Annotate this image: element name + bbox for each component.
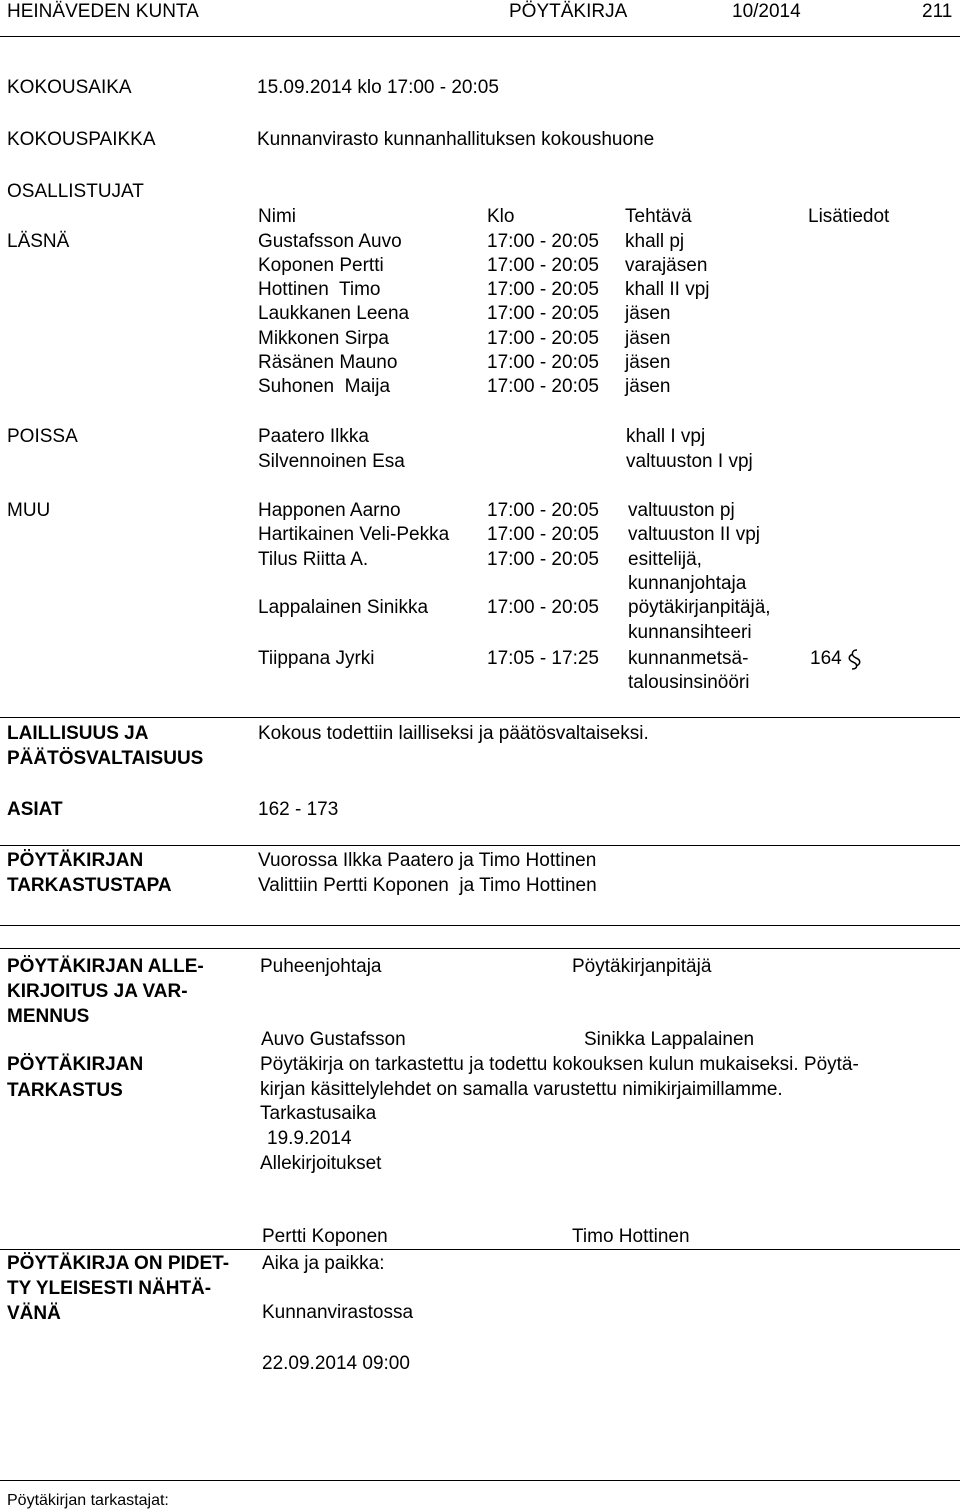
signatures-label-continued: MENNUS	[7, 1006, 90, 1027]
column-time: Klo	[487, 206, 515, 227]
review-method-line: Valittiin Pertti Koponen ja Timo Hottinen	[258, 875, 597, 896]
review-text-line: kirjan käsittelylehdet on samalla varustettu nimikirjaimillamme.	[260, 1079, 783, 1100]
header-municipality: HEINÄVEDEN KUNTA	[7, 1, 199, 22]
public-label-continued: TY YLEISESTI NÄHTÄ-	[7, 1278, 212, 1299]
participant-role: khall II vpj	[625, 279, 710, 300]
items-value: 162 - 173	[258, 799, 339, 820]
participant-name: Hottinen Timo	[258, 279, 381, 300]
header-divider	[0, 36, 960, 37]
meeting-place-value: Kunnanvirasto kunnanhallituksen kokoushuone	[257, 129, 655, 150]
meeting-time-value: 15.09.2014 klo 17:00 - 20:05	[257, 77, 499, 98]
participant-time: 17:05 - 17:25	[487, 648, 599, 669]
legality-label-continued: PÄÄTÖSVALTAISUUS	[7, 748, 204, 769]
absent-label: POISSA	[7, 426, 78, 447]
participant-name: Suhonen Maija	[258, 376, 391, 397]
section-divider	[0, 925, 960, 926]
participant-name: Tiippana Jyrki	[258, 648, 375, 669]
participant-time: 17:00 - 20:05	[487, 303, 599, 324]
participant-role: jäsen	[625, 328, 671, 349]
review-signatures-label: Allekirjoitukset	[260, 1153, 382, 1174]
participant-role: valtuuston pj	[628, 500, 735, 521]
signatures-label: PÖYTÄKIRJAN ALLE-	[7, 956, 204, 977]
participant-time: 17:00 - 20:05	[487, 549, 599, 570]
participant-time: 17:00 - 20:05	[487, 376, 599, 397]
participant-name: Mikkonen Sirpa	[258, 328, 389, 349]
review-method-line: Vuorossa Ilkka Paatero ja Timo Hottinen	[258, 850, 597, 871]
participant-role: esittelijä,	[628, 549, 702, 570]
participant-role: varajäsen	[625, 255, 708, 276]
chair-name: Auvo Gustafsson	[261, 1029, 406, 1050]
participant-name: Paatero Ilkka	[258, 426, 369, 447]
public-place: Kunnanvirastossa	[262, 1302, 414, 1323]
public-place-label: Aika ja paikka:	[262, 1253, 385, 1274]
reviewer-name: Pertti Koponen	[262, 1226, 388, 1247]
participant-name: Lappalainen Sinikka	[258, 597, 429, 618]
section-divider	[0, 717, 960, 718]
section-divider	[0, 1249, 960, 1250]
reviewer-name: Timo Hottinen	[572, 1226, 690, 1247]
participant-name: Laukkanen Leena	[258, 303, 410, 324]
column-info: Lisätiedot	[808, 206, 890, 227]
secretary-title: Pöytäkirjanpitäjä	[572, 956, 712, 977]
review-label-continued: TARKASTUS	[7, 1080, 123, 1101]
public-label: PÖYTÄKIRJA ON PIDET-	[7, 1253, 230, 1274]
section-divider	[0, 845, 960, 846]
meeting-place-label: KOKOUSPAIKKA	[7, 129, 156, 150]
participant-role: jäsen	[625, 352, 671, 373]
legality-label: LAILLISUUS JA	[7, 723, 149, 744]
participant-time: 17:00 - 20:05	[487, 255, 599, 276]
participant-info: 164	[810, 648, 842, 669]
review-method-label: PÖYTÄKIRJAN	[7, 850, 144, 871]
column-role: Tehtävä	[625, 206, 692, 227]
participant-time: 17:00 - 20:05	[487, 352, 599, 373]
participant-role-continued: kunnanjohtaja	[628, 573, 747, 594]
participant-name: Gustafsson Auvo	[258, 231, 402, 252]
items-label: ASIAT	[7, 799, 63, 820]
participant-time: 17:00 - 20:05	[487, 500, 599, 521]
participant-time: 17:00 - 20:05	[487, 328, 599, 349]
participant-time: 17:00 - 20:05	[487, 524, 599, 545]
header-page: 211	[922, 1, 953, 22]
chair-title: Puheenjohtaja	[260, 956, 382, 977]
footer-reviewers-label: Pöytäkirjan tarkastajat:	[7, 1492, 169, 1509]
participants-label: OSALLISTUJAT	[7, 181, 144, 202]
participant-time: 17:00 - 20:05	[487, 231, 599, 252]
legality-text: Kokous todettiin lailliseksi ja päätösvaltaiseksi.	[258, 723, 649, 744]
signatures-label-continued: KIRJOITUS JA VAR-	[7, 981, 188, 1002]
footer-divider	[0, 1480, 960, 1481]
participant-name: Tilus Riitta A.	[258, 549, 369, 570]
participant-name: Räsänen Mauno	[258, 352, 398, 373]
participant-role: valtuuston II vpj	[628, 524, 761, 545]
participant-name: Happonen Aarno	[258, 500, 401, 521]
review-text-line: Pöytäkirja on tarkastettu ja todettu kokouksen kulun mukaiseksi. Pöytä-	[260, 1054, 859, 1075]
participant-time: 17:00 - 20:05	[487, 597, 599, 618]
meeting-time-label: KOKOUSAIKA	[7, 77, 132, 98]
secretary-name: Sinikka Lappalainen	[584, 1029, 755, 1050]
participant-role: valtuuston I vpj	[626, 451, 753, 472]
review-method-label-continued: TARKASTUSTAPA	[7, 875, 172, 896]
public-label-continued: VÄNÄ	[7, 1303, 61, 1324]
review-label: PÖYTÄKIRJAN	[7, 1054, 144, 1075]
participant-role: pöytäkirjanpitäjä,	[628, 597, 771, 618]
participant-name: Hartikainen Veli-Pekka	[258, 524, 450, 545]
review-time-label: Tarkastusaika	[260, 1103, 377, 1124]
review-date: 19.9.2014	[267, 1128, 352, 1149]
section-divider	[0, 948, 960, 949]
other-label: MUU	[7, 500, 51, 521]
column-name: Nimi	[258, 206, 296, 227]
present-label: LÄSNÄ	[7, 231, 70, 252]
participant-name: Koponen Pertti	[258, 255, 384, 276]
header-doc-type: PÖYTÄKIRJA	[509, 1, 628, 22]
participant-role-continued: kunnansihteeri	[628, 622, 752, 643]
participant-name: Silvennoinen Esa	[258, 451, 405, 472]
participant-role-continued: talousinsinööri	[628, 672, 750, 693]
header-number: 10/2014	[732, 1, 801, 22]
participant-role: kunnanmetsä-	[628, 648, 749, 669]
participant-role: khall pj	[625, 231, 685, 252]
participant-time: 17:00 - 20:05	[487, 279, 599, 300]
participant-role: khall I vpj	[626, 426, 706, 447]
participant-role: jäsen	[625, 376, 671, 397]
public-datetime: 22.09.2014 09:00	[262, 1353, 410, 1374]
section-sign-icon	[847, 648, 863, 672]
participant-role: jäsen	[625, 303, 671, 324]
